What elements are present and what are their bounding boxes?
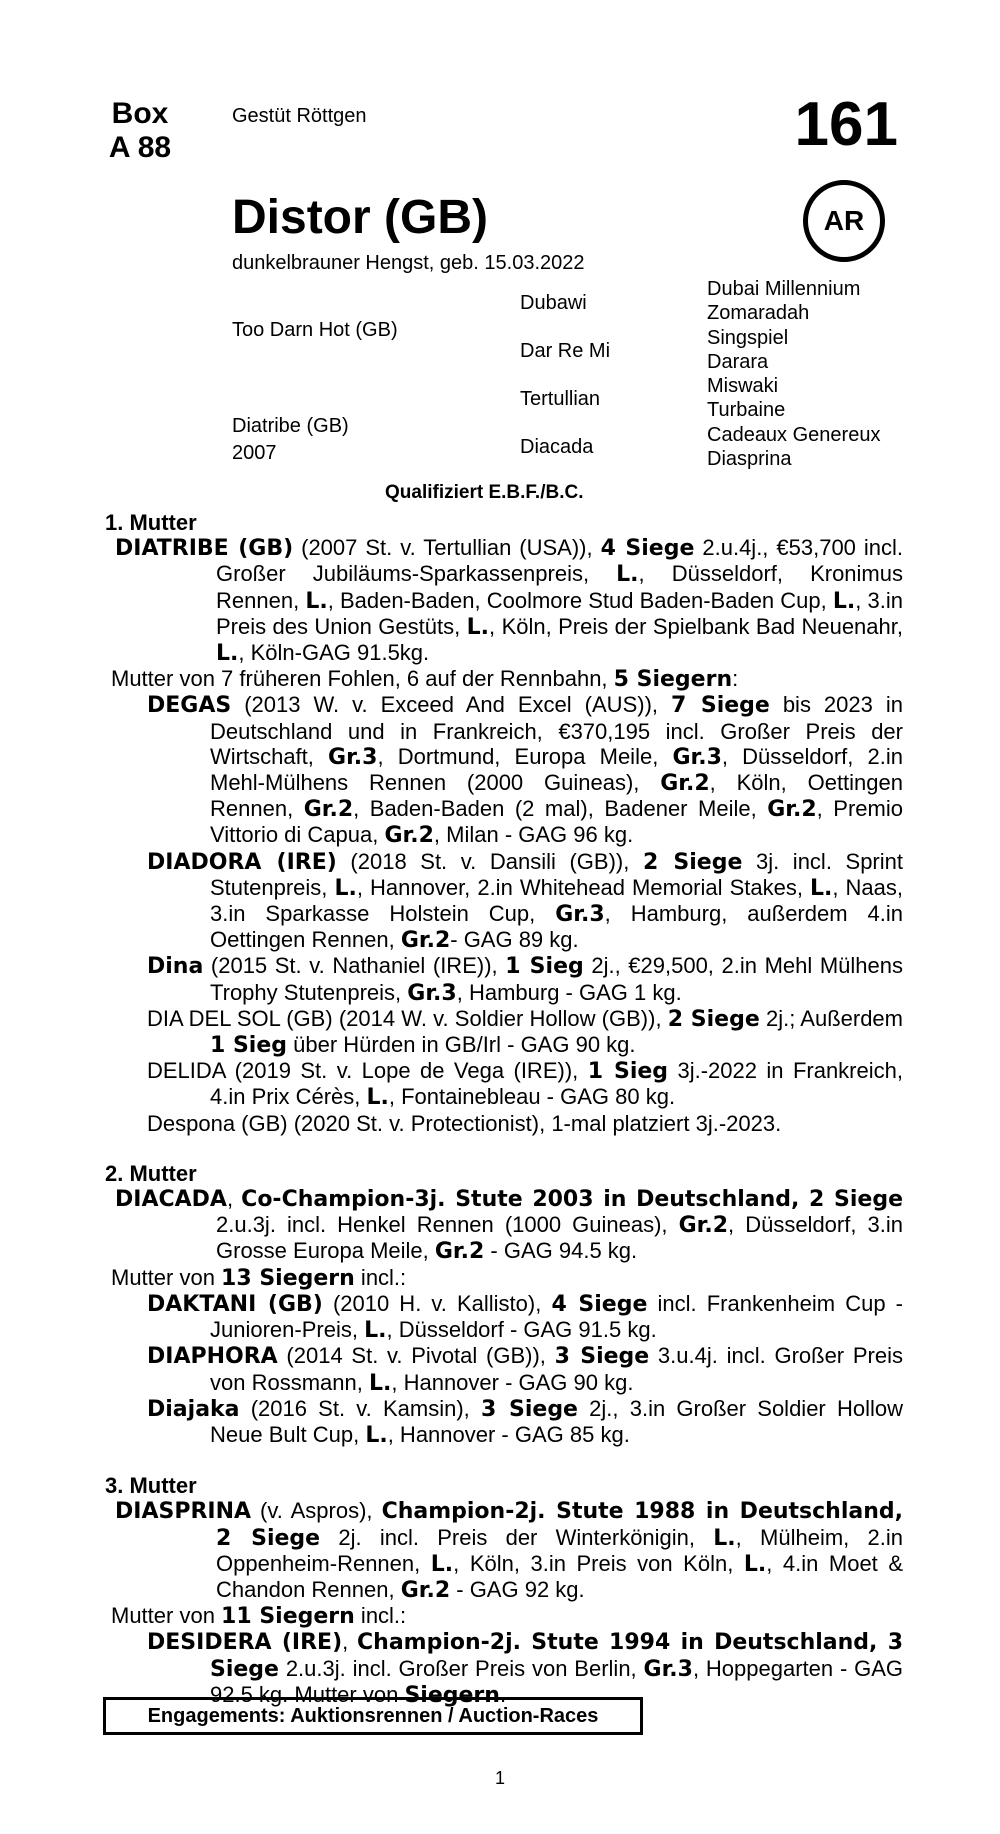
lot-number: 161: [794, 90, 898, 159]
bold-run: 4 Siege: [551, 1291, 648, 1317]
bold-run: Champion-2j. Stute 1988 in Deutschland, 2 Siege: [216, 1499, 903, 1551]
bold-run: 4 Siege: [600, 536, 695, 562]
mutter3-entry: DIASPRINA (v. Aspros), Champion-2j. Stute 1988 in Deutschland, 2 Siege 2j. incl. Preis der Winterkönigin, L., Mülheim, 2.in Oppenheim-Rennen, L., Köln, 3.in Preis von Köln, L., 4.in Moet & Chandon Rennen, Gr.2 - GAG 92 kg.: [115, 1498, 904, 1603]
bold-run: L.: [743, 1551, 767, 1577]
bold-run: Diajaka: [147, 1396, 240, 1422]
mutter1-foal: DEGAS (2013 W. v. Exceed And Excel (AUS)), 7 Siege bis 2023 in Deutschland und in Frankreich, €370,195 incl. Großer Preis der Wirtschaft, Gr.3, Dortmund, Europa Meile, Gr.3, Düsseldorf, 2.in Mehl-Mülhens Rennen (2000 Guineas), Gr.2, Köln, Oettingen Rennen, Gr.2, Baden-Baden (2 mal), Badener Meile, Gr.2, Premio Vittorio di Capua, Gr.2, Milan - GAG 96 kg.: [147, 692, 904, 849]
engagements-box: Engagements: Auktionsrennen / Auction-Races: [103, 1697, 643, 1735]
bold-run: Siegern: [404, 1682, 500, 1708]
bold-run: Gr.2: [767, 797, 817, 823]
bold-run: 2 Siege: [642, 849, 743, 875]
bold-run: L.: [216, 641, 239, 667]
mutter3-heading: 3. Mutter: [105, 1473, 197, 1499]
bold-run: L.: [305, 588, 328, 614]
pedigree-dam-year: 2007: [232, 442, 277, 464]
pedigree-great-grandparent: Turbaine: [707, 399, 786, 422]
bold-run: Gr.2: [400, 1577, 451, 1603]
family-section: [105, 510, 903, 1708]
bold-run: L.: [616, 562, 639, 588]
pedigree-sire: Too Darn Hot (GB): [232, 319, 398, 341]
mutter2-heading: 2. Mutter: [105, 1160, 197, 1186]
bold-run: DIACADA: [115, 1187, 227, 1213]
mutter1-foal: Despona (GB) (2020 St. v. Protectionist), 1-mal platziert 3j.-2023.: [147, 1110, 782, 1136]
mutter2-foal: DAKTANI (GB) (2010 H. v. Kallisto), 4 Siege incl. Frankenheim Cup - Junioren-Preis, L., Düsseldorf - GAG 91.5 kg.: [147, 1290, 903, 1344]
mutter2-foal: Diajaka (2016 St. v. Kamsin), 3 Siege 2j., 3.in Großer Soldier Hollow Neue Bult Cup, L., Hannover - GAG 85 kg.: [147, 1395, 903, 1448]
page-number: 1: [494, 1768, 505, 1788]
pedigree-great-grandparents: [707, 277, 880, 471]
bold-run: Gr.2: [434, 1239, 485, 1265]
ar-badge-icon: AR: [803, 180, 885, 262]
box-label-line2: A 88: [108, 131, 172, 164]
bold-run: 3 Siege: [480, 1396, 578, 1422]
bold-run: DIADORA (IRE): [147, 849, 337, 875]
mutter1-foal: DELIDA (2019 St. v. Lope de Vega (IRE)), 1 Sieg 3j.-2022 in Frankreich, 4.in Prix Cérès, L., Fontainebleau - GAG 80 kg.: [147, 1058, 903, 1111]
pedigree-great-grandparent: Zomaradah: [707, 302, 810, 325]
bold-run: L.: [368, 1370, 392, 1396]
bold-run: L.: [809, 875, 833, 901]
bold-run: Gr.3: [328, 744, 378, 770]
bold-run: L.: [466, 614, 490, 640]
horse-description: dunkelbrauner Hengst, geb. 15.03.2022: [232, 252, 585, 274]
pedigree-great-grandparent: Cadeaux Genereux: [707, 423, 881, 446]
mutter1-foal: DIADORA (IRE) (2018 St. v. Dansili (GB)), 2 Siege 3j. incl. Sprint Stutenpreis, L., Hannover, 2.in Whitehead Memorial Stakes, L., Naas, 3.in Sparkasse Holstein Cup, Gr.3, Hamburg, außerdem 4.in Oettingen Rennen, Gr.2- GAG 89 kg.: [147, 848, 903, 954]
bold-run: 2 Siege: [667, 1006, 760, 1032]
bold-run: L.: [713, 1525, 736, 1551]
pedigree-great-grandparent: Singspiel: [707, 326, 789, 349]
bold-run: L.: [334, 875, 357, 901]
bold-run: Gr.3: [672, 744, 722, 770]
bold-run: 13 Siegern: [221, 1265, 355, 1291]
bold-run: L.: [832, 588, 856, 614]
bold-run: 1 Sieg: [210, 1033, 288, 1059]
mutter2-foal: DIAPHORA (2014 St. v. Pivotal (GB)), 3 Siege 3.u.4j. incl. Großer Preis von Rossmann, L., Hannover - GAG 90 kg.: [147, 1343, 903, 1396]
pedigree-grandparent: Dubawi: [520, 292, 587, 314]
box-label-line1: Box: [111, 97, 169, 130]
bold-run: Gr.3: [643, 1656, 693, 1682]
pedigree-great-grandparent: Diasprina: [707, 448, 792, 471]
bold-run: 11 Siegern: [221, 1604, 355, 1630]
mutter1-entry: DIATRIBE (GB) (2007 St. v. Tertullian (USA)), 4 Siege 2.u.4j., €53,700 incl. Großer Jubiläums-Sparkassenpreis, L., Düsseldorf, Kronimus Rennen, L., Baden-Baden, Coolmore Stud Baden-Baden Cup, L., 3.in Preis des Union Gestüts, L., Köln, Preis der Spielbank Bad Neuenahr, L., Köln-GAG 91.5kg.: [115, 535, 904, 667]
bold-run: Champion-2j. Stute 1994 in Deutschland, 3 Siege: [210, 1630, 903, 1682]
bold-run: Gr.2: [678, 1213, 729, 1239]
mutter3-foal: DESIDERA (IRE), Champion-2j. Stute 1994 in Deutschland, 3 Siege 2.u.3j. incl. Großer Preis von Berlin, Gr.3, Hoppegarten - GAG 92.5 kg. Mutter von Siegern.: [147, 1629, 904, 1708]
pedigree-grandparent: Dar Re Mi: [520, 340, 611, 362]
bold-run: Gr.2: [660, 771, 710, 797]
bold-run: DIAPHORA: [147, 1344, 278, 1370]
bold-run: 3 Siege: [554, 1344, 650, 1370]
bold-run: Dina: [147, 954, 204, 980]
pedigree-great-grandparent: Dubai Millennium: [707, 278, 861, 300]
bold-run: Gr.3: [555, 902, 605, 928]
bold-run: L.: [365, 1422, 388, 1448]
bold-run: DIASPRINA: [115, 1499, 252, 1525]
horse-name: Distor (GB): [232, 191, 488, 244]
pedigree-dam: Diatribe (GB): [232, 415, 349, 437]
bold-run: DESIDERA (IRE): [147, 1630, 343, 1656]
bold-run: Gr.2: [384, 823, 434, 849]
pedigree-grandparent: Tertullian: [520, 388, 601, 410]
pedigree-great-grandparent: Darara: [707, 350, 769, 373]
pedigree-grandparent: Diacada: [520, 436, 594, 458]
bold-run: L.: [430, 1551, 454, 1577]
qualification-note: Qualifiziert E.B.F./B.C.: [385, 482, 584, 503]
pedigree-great-grandparent: Miswaki: [707, 375, 779, 398]
bold-run: 7 Siege: [671, 693, 770, 719]
mutter3-summary: Mutter von 11 Siegern incl.:: [111, 1603, 407, 1630]
bold-run: 1 Sieg: [587, 1059, 669, 1085]
bold-run: DEGAS: [147, 693, 232, 719]
bold-run: 1 Sieg: [505, 954, 584, 980]
bold-run: Gr.2: [303, 797, 354, 823]
bold-run: L.: [366, 1085, 389, 1111]
bold-run: Co-Champion-3j. Stute 2003 in Deutschland, 2 Siege: [241, 1187, 903, 1213]
box-label: [95, 97, 185, 165]
bold-run: 5 Siegern: [613, 667, 733, 693]
bold-run: DAKTANI (GB): [147, 1291, 323, 1317]
bold-run: Gr.3: [407, 980, 457, 1006]
mutter2-entry: DIACADA, Co-Champion-3j. Stute 2003 in Deutschland, 2 Siege 2.u.3j. incl. Henkel Rennen (1000 Guineas), Gr.2, Düsseldorf, 3.in Grosse Europa Meile, Gr.2 - GAG 94.5 kg.: [115, 1186, 903, 1265]
mutter2-summary: Mutter von 13 Siegern incl.:: [111, 1264, 407, 1291]
mutter1-summary: Mutter von 7 früheren Fohlen, 6 auf der Rennbahn, 5 Siegern:: [111, 666, 739, 693]
mutter1-foal: Dina (2015 St. v. Nathaniel (IRE)), 1 Sieg 2j., €29,500, 2.in Mehl Mülhens Trophy Stutenpreis, Gr.3, Hamburg - GAG 1 kg.: [147, 953, 904, 1006]
mutter1-heading: 1. Mutter: [105, 510, 197, 535]
bold-run: L.: [364, 1318, 387, 1344]
bold-run: DIATRIBE (GB): [115, 536, 294, 562]
bold-run: Gr.2: [400, 928, 451, 954]
breeder-name: Gestüt Röttgen: [232, 105, 367, 127]
mutter1-foal: DIA DEL SOL (GB) (2014 W. v. Soldier Hollow (GB)), 2 Siege 2j.; Außerdem 1 Sieg über Hürden in GB/Irl - GAG 90 kg.: [147, 1005, 903, 1059]
